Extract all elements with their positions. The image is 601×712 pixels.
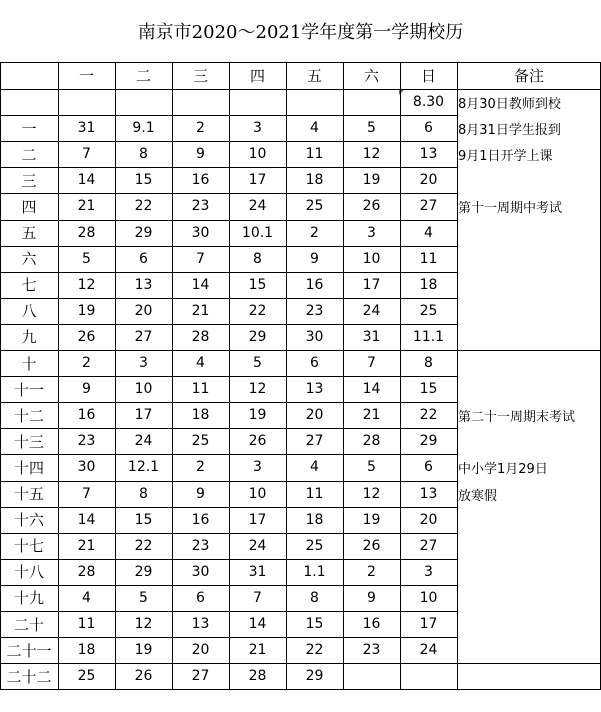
grid-line (58, 62, 59, 689)
week-number-cell: 七 (21, 276, 37, 295)
grid-line (286, 62, 287, 689)
date-cell: 24 (362, 302, 381, 319)
date-cell: 9.1 (132, 120, 155, 137)
date-cell (58, 89, 115, 115)
week-number-cell (0, 89, 58, 115)
date-cell: 8 (139, 485, 148, 502)
date-cell: 5 (139, 589, 148, 606)
date-cell: 28 (362, 433, 381, 450)
date-cell: 24 (419, 642, 438, 659)
date-cell: 28 (248, 668, 267, 685)
date-cell: 9 (310, 250, 319, 267)
date-cell: 14 (191, 276, 210, 293)
date-cell: 22 (134, 198, 153, 215)
date-cell: 27 (134, 328, 153, 345)
date-cell: 8 (310, 589, 319, 606)
remark-note: 放寒假 (458, 488, 498, 504)
date-cell: 11 (77, 616, 96, 633)
grid-line (400, 62, 401, 689)
grid-line (115, 62, 116, 689)
date-cell: 16 (191, 172, 210, 189)
date-cell: 12.1 (127, 459, 160, 476)
date-cell: 15 (419, 381, 438, 398)
date-cell: 30 (191, 224, 210, 241)
date-cell (400, 663, 457, 689)
date-cell: 25 (191, 433, 210, 450)
week-number-cell: 十九 (13, 589, 44, 608)
date-cell: 2 (196, 459, 205, 476)
date-cell: 5 (82, 250, 91, 267)
grid-line (0, 62, 1, 689)
date-cell: 9 (367, 589, 376, 606)
grid-line (343, 62, 344, 689)
date-cell: 27 (419, 537, 438, 554)
date-cell: 3 (424, 563, 433, 580)
date-cell: 8 (253, 250, 262, 267)
remark-note: 9月1日开学上课 (458, 149, 553, 165)
date-cell: 25 (77, 668, 96, 685)
date-cell: 1.1 (303, 563, 326, 580)
date-cell: 26 (77, 328, 96, 345)
remarks-header: 备注 (513, 67, 544, 85)
date-cell: 18 (305, 511, 324, 528)
date-cell: 21 (248, 642, 267, 659)
date-cell: 9 (196, 146, 205, 163)
date-cell: 16 (362, 616, 381, 633)
date-cell: 18 (191, 407, 210, 424)
week-number-cell: 十二 (13, 406, 44, 425)
date-cell: 23 (191, 537, 210, 554)
calendar-title: 南京市2020～2021学年度第一学期校历 (137, 22, 464, 43)
date-cell: 19 (362, 172, 381, 189)
date-cell: 18 (419, 276, 438, 293)
date-cell (343, 89, 400, 115)
date-cell: 26 (362, 537, 381, 554)
date-cell: 22 (134, 537, 153, 554)
date-cell: 20 (419, 172, 438, 189)
grid-line (457, 62, 458, 689)
date-cell: 11.1 (412, 328, 445, 345)
date-cell: 25 (419, 302, 438, 319)
date-cell: 21 (77, 198, 96, 215)
date-cell: 3 (253, 459, 262, 476)
date-cell: 17 (248, 511, 267, 528)
date-cell: 29 (305, 668, 324, 685)
date-cell: 7 (367, 355, 376, 372)
date-cell: 25 (305, 198, 324, 215)
date-cell: 13 (305, 381, 324, 398)
date-cell: 12 (134, 616, 153, 633)
date-cell: 29 (248, 328, 267, 345)
date-cell: 30 (77, 459, 96, 476)
date-cell: 12 (77, 276, 96, 293)
date-cell: 10 (419, 589, 438, 606)
grid-line (0, 89, 601, 90)
grid-line (172, 62, 173, 689)
date-cell: 7 (82, 146, 91, 163)
week-number-cell: 十三 (13, 432, 44, 451)
date-cell: 23 (362, 642, 381, 659)
week-number-cell: 三 (21, 171, 37, 190)
date-cell: 19 (77, 302, 96, 319)
date-cell: 3 (367, 224, 376, 241)
date-cell: 4 (424, 224, 433, 241)
grid-line (0, 350, 601, 351)
date-cell: 13 (419, 485, 438, 502)
date-cell: 8 (424, 355, 433, 372)
date-cell: 12 (362, 146, 381, 163)
date-cell: 2 (196, 120, 205, 137)
date-cell: 10.1 (241, 224, 274, 241)
date-cell: 5 (253, 355, 262, 372)
date-cell: 4 (82, 589, 91, 606)
date-cell: 5 (367, 120, 376, 137)
date-cell: 29 (134, 224, 153, 241)
date-cell: 7 (82, 485, 91, 502)
week-number-cell: 十四 (13, 458, 44, 477)
date-cell: 31 (248, 563, 267, 580)
remark-note: 8月31日学生报到 (458, 123, 561, 139)
date-cell: 20 (419, 511, 438, 528)
remark-note: 中小学1月29日 (458, 462, 548, 478)
date-cell (115, 89, 172, 115)
date-cell: 15 (248, 276, 267, 293)
week-number-cell: 十 (21, 354, 37, 373)
date-cell: 16 (305, 276, 324, 293)
date-cell: 24 (248, 198, 267, 215)
date-cell: 11 (305, 485, 324, 502)
date-cell: 2 (367, 563, 376, 580)
date-cell: 11 (191, 381, 210, 398)
week-number-cell: 十八 (13, 563, 44, 582)
date-cell: 26 (134, 668, 153, 685)
date-cell: 10 (134, 381, 153, 398)
week-number-cell: 十六 (13, 511, 44, 530)
week-number-cell: 六 (21, 250, 37, 269)
date-cell (343, 663, 400, 689)
remark-note: 第二十一周期末考试 (458, 410, 576, 426)
date-cell: 27 (419, 198, 438, 215)
week-number-cell: 二十二 (6, 667, 52, 686)
date-cell: 24 (248, 537, 267, 554)
week-number-cell: 九 (21, 328, 37, 347)
grid-line (0, 689, 601, 690)
date-cell: 4 (310, 120, 319, 137)
week-number-cell: 八 (21, 302, 37, 321)
remark-note: 8月30日教师到校 (458, 97, 561, 112)
date-cell: 15 (134, 511, 153, 528)
date-cell: 7 (253, 589, 262, 606)
date-cell: 19 (248, 407, 267, 424)
grid-line (229, 62, 230, 689)
week-number-cell: 二 (21, 145, 37, 164)
week-number-cell: 十五 (13, 485, 44, 504)
grid-line (0, 62, 601, 63)
date-cell: 12 (248, 381, 267, 398)
date-cell: 15 (305, 616, 324, 633)
date-cell: 6 (196, 589, 205, 606)
date-cell: 2 (310, 224, 319, 241)
week-number-cell: 四 (21, 197, 37, 216)
date-cell: 14 (362, 381, 381, 398)
weekday-header: 五 (306, 67, 322, 85)
date-cell (286, 89, 343, 115)
date-cell: 23 (77, 433, 96, 450)
date-cell: 14 (77, 511, 96, 528)
date-cell: 22 (419, 407, 438, 424)
date-cell: 16 (77, 407, 96, 424)
date-cell: 27 (305, 433, 324, 450)
date-cell: 20 (134, 302, 153, 319)
date-cell: 17 (419, 616, 438, 633)
date-cell: 26 (362, 198, 381, 215)
date-cell: 23 (191, 198, 210, 215)
week-number-cell: 二十一 (6, 641, 52, 660)
date-cell: 9 (82, 381, 91, 398)
date-cell: 3 (139, 355, 148, 372)
weekday-header: 二 (135, 67, 151, 85)
date-cell: 27 (191, 668, 210, 685)
date-cell: 22 (305, 642, 324, 659)
date-cell: 6 (424, 120, 433, 137)
week-number-cell: 十七 (13, 537, 44, 556)
date-cell: 4 (196, 355, 205, 372)
date-cell: 30 (305, 328, 324, 345)
date-cell: 28 (77, 563, 96, 580)
date-cell: 17 (134, 407, 153, 424)
date-cell: 21 (362, 407, 381, 424)
date-cell: 13 (191, 616, 210, 633)
date-cell: 12 (362, 485, 381, 502)
date-cell: 10 (248, 485, 267, 502)
date-cell: 21 (77, 537, 96, 554)
date-cell: 24 (134, 433, 153, 450)
week-number-cell: 二十 (13, 615, 44, 634)
date-cell: 20 (305, 407, 324, 424)
date-cell: 16 (191, 511, 210, 528)
week-number-cell: 一 (21, 119, 37, 138)
date-cell: 29 (134, 563, 153, 580)
date-cell: 28 (191, 328, 210, 345)
weekday-header: 四 (249, 67, 265, 85)
date-cell: 29 (419, 433, 438, 450)
date-cell: 30 (191, 563, 210, 580)
date-cell: 21 (191, 302, 210, 319)
date-cell: 19 (134, 642, 153, 659)
date-cell: 7 (196, 250, 205, 267)
weekday-header: 日 (420, 67, 436, 85)
date-cell: 8.30 (412, 94, 445, 111)
date-cell: 20 (191, 642, 210, 659)
date-cell: 13 (419, 146, 438, 163)
date-cell: 11 (305, 146, 324, 163)
date-cell: 10 (248, 146, 267, 163)
week-number-cell: 十一 (13, 380, 44, 399)
date-cell: 31 (362, 328, 381, 345)
date-cell (172, 89, 229, 115)
date-cell: 13 (134, 276, 153, 293)
date-cell: 8 (139, 146, 148, 163)
remark-note: 第十一周期中考试 (458, 201, 563, 217)
weekday-header: 六 (363, 67, 379, 85)
date-cell: 15 (134, 172, 153, 189)
date-cell: 18 (77, 642, 96, 659)
grid-line (0, 663, 601, 664)
date-cell: 14 (248, 616, 267, 633)
date-cell: 19 (362, 511, 381, 528)
date-cell: 17 (362, 276, 381, 293)
date-cell: 18 (305, 172, 324, 189)
date-cell: 26 (248, 433, 267, 450)
date-cell: 11 (419, 250, 438, 267)
date-cell: 2 (82, 355, 91, 372)
date-cell: 6 (424, 459, 433, 476)
date-cell: 10 (362, 250, 381, 267)
date-cell: 28 (77, 224, 96, 241)
weekday-header: 一 (78, 67, 94, 85)
date-cell: 9 (196, 485, 205, 502)
date-cell: 4 (310, 459, 319, 476)
week-number-cell: 五 (21, 224, 37, 243)
date-cell: 3 (253, 120, 262, 137)
date-cell: 31 (77, 120, 96, 137)
date-cell: 22 (248, 302, 267, 319)
date-cell (229, 89, 286, 115)
date-cell: 5 (367, 459, 376, 476)
date-cell: 25 (305, 537, 324, 554)
date-cell: 6 (310, 355, 319, 372)
weekday-header: 三 (192, 67, 208, 85)
date-cell: 14 (77, 172, 96, 189)
date-cell: 17 (248, 172, 267, 189)
date-cell: 6 (139, 250, 148, 267)
date-cell: 23 (305, 302, 324, 319)
